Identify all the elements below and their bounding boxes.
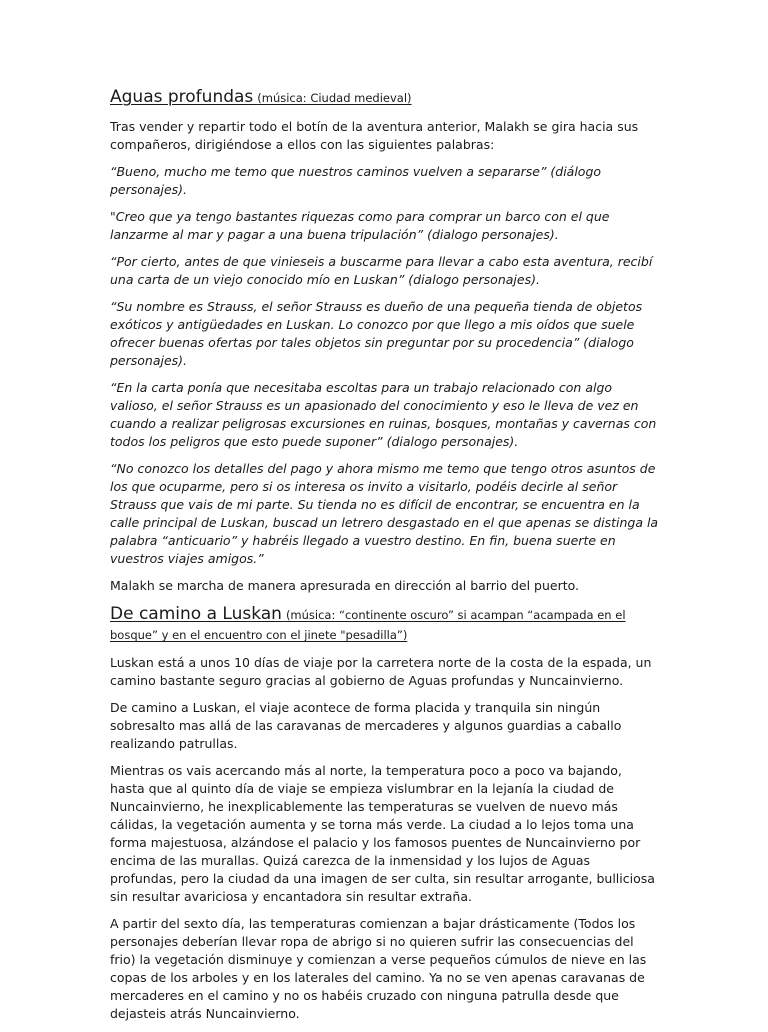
paragraph: Luskan está a unos 10 días de viaje por la carretera norte de la costa de la espada, un camino bastante seguro gracias al gobierno de Aguas profundas y Nuncainvierno. bbox=[110, 655, 652, 688]
section-heading-aguas-profundas bbox=[110, 86, 660, 109]
document-body bbox=[110, 86, 660, 1032]
paragraph: Malakh se marcha de manera apresurada en dirección al barrio del puerto. bbox=[110, 578, 580, 593]
dialogue-paragraph: “Su nombre es Strauss, el señor Strauss es dueño de una pequeña tienda de objetos exóticos y antigüedades en Luskan. Lo conozco por que llego a mis oídos que suele ofrecer buenas ofertas por tales objetos sin preguntar por su procedencia” (dialogo personajes). bbox=[110, 299, 643, 368]
section-title: De camino a Luskan bbox=[110, 604, 282, 624]
paragraph: Tras vender y repartir todo el botín de la aventura anterior, Malakh se gira hacia sus compañeros, dirigiéndose a ellos con las siguientes palabras: bbox=[110, 119, 639, 152]
paragraph: De camino a Luskan, el viaje acontece de forma placida y tranquila sin ningún sobresalto mas allá de las caravanas de mercaderes y algunos guardias a caballo realizando patrullas. bbox=[110, 700, 622, 751]
dialogue-paragraph: “Por cierto, antes de que vinieseis a buscarme para llevar a cabo esta aventura, recibí una carta de un viejo conocido mío en Luskan” (dialogo personajes). bbox=[110, 254, 653, 287]
section-music-note: (música: Ciudad medieval) bbox=[257, 91, 412, 105]
section-music-note: (música: “continente oscuro” si acampan “acampada en el bosque” y en el encuentro con el jinete "pesadilla”) bbox=[110, 608, 626, 642]
paragraph: Mientras os vais acercando más al norte, la temperatura poco a poco va bajando, hasta que al quinto día de viaje se empieza vislumbrar en la lejanía la ciudad de Nuncainvierno, he inexplicablemente las temperaturas se vuelven de nuevo más cálidas, la vegetación aumenta y se torna más verde. La ciudad a lo lejos toma una forma majestuosa, alzándose el palacio y los famosos puentes de Nuncainvierno por encima de las murallas. Quizá carezca de la inmensidad y los lujos de Aguas profundas, pero la ciudad da una imagen de ser culta, sin resultar arrogante, bulliciosa sin resultar avariciosa y encantadora sin resultar extraña. bbox=[110, 763, 655, 904]
section-heading-de-camino-a-luskan bbox=[110, 604, 660, 645]
dialogue-paragraph: “No conozco los detalles del pago y ahora mismo me temo que tengo otros asuntos de los que ocuparme, pero si os interesa os invito a visitarlo, podéis decirle al señor Strauss que vais de mi parte. Su tienda no es difícil de encontrar, se encuentra en la calle principal de Luskan, buscad un letrero desgastado en el que apenas se distinga la palabra “anticuario” y habréis llegado a vuestro destino. En fin, buena suerte en vuestros viajes amigos.” bbox=[110, 461, 659, 566]
paragraph: A partir del sexto día, las temperaturas comienzan a bajar drásticamente (Todos los personajes deberían llevar ropa de abrigo si no quieren sufrir las consecuencias del frio) la vegetación disminuye y comienzan a verse pequeños cúmulos de nieve en las copas de los arboles y en los laterales del camino. Ya no se ven apenas caravanas de mercaderes en el camino y no os habéis cruzado con ninguna patrulla desde que dejasteis atrás Nuncainvierno. bbox=[110, 916, 647, 1021]
dialogue-paragraph: “En la carta ponía que necesitaba escoltas para un trabajo relacionado con algo valioso, el señor Strauss es un apasionado del conocimiento y eso le lleva de vez en cuando a realizar peligrosas excursiones en ruinas, bosques, montañas y cavernas con todos los peligros que esto puede suponer” (dialogo personajes). bbox=[110, 380, 657, 449]
section-title: Aguas profundas bbox=[110, 87, 254, 107]
dialogue-paragraph: "Creo que ya tengo bastantes riquezas como para comprar un barco con el que lanzarme al mar y pagar a una buena tripulación” (dialogo personajes). bbox=[110, 209, 610, 242]
dialogue-paragraph: “Bueno, mucho me temo que nuestros caminos vuelven a separarse” (diálogo personajes). bbox=[110, 164, 602, 197]
